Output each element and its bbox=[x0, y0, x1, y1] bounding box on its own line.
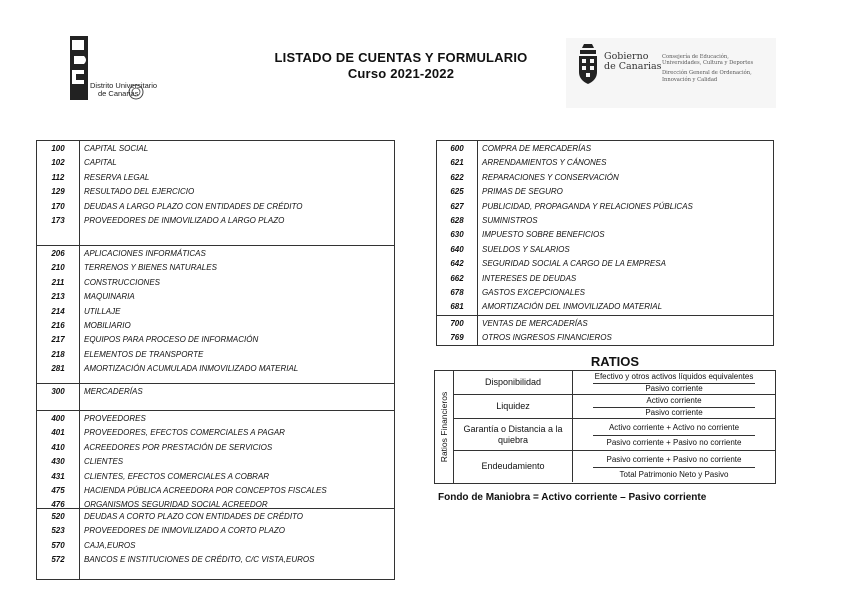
account-name: PROVEEDORES, EFECTOS COMERCIALES A PAGAR bbox=[84, 428, 285, 438]
account-code: 621 bbox=[450, 158, 464, 168]
ratio-numerator: Activo corriente + Activo no corriente bbox=[608, 423, 740, 432]
ratio-denominator: Pasivo corriente bbox=[645, 408, 703, 417]
account-name-suffix: EUROS bbox=[107, 540, 136, 550]
account-code: 281 bbox=[51, 364, 65, 374]
account-code: 213 bbox=[51, 292, 65, 302]
account-name: PROVEEDORES DE INMOVILIZADO A LARGO PLAZO bbox=[84, 216, 285, 225]
svg-text:Distrito Universitario: Distrito Universitario bbox=[90, 81, 158, 90]
ratio-row bbox=[454, 419, 775, 451]
ratio-numerator: Activo corriente bbox=[646, 396, 702, 405]
ratio-formula bbox=[573, 371, 775, 394]
account-group bbox=[37, 245, 394, 384]
account-name: CAJA, bbox=[84, 540, 107, 550]
account-name: UTILLAJE bbox=[84, 306, 121, 316]
account-row bbox=[37, 156, 394, 170]
account-code: 570 bbox=[51, 540, 65, 550]
ratio-name: Disponibilidad bbox=[454, 371, 573, 394]
account-name: SEGURIDAD SOCIAL A CARGO DE LA EMPRESA bbox=[482, 259, 666, 269]
coat-of-arms-icon bbox=[576, 42, 600, 86]
title-line-2: Curso 2021-2022 bbox=[347, 66, 455, 81]
account-row bbox=[437, 185, 773, 199]
account-name: CONSTRUCCIONES bbox=[84, 277, 161, 287]
account-name: IMPUESTO SOBRE BENEFICIOS bbox=[482, 230, 605, 240]
account-name: CLIENTES bbox=[84, 457, 124, 467]
account-row bbox=[37, 385, 394, 399]
account-name: MAQUINARIA bbox=[84, 292, 135, 302]
account-name: RESERVA LEGAL bbox=[84, 172, 150, 182]
account-row bbox=[437, 228, 773, 242]
account-name: DEUDAS A CORTO PLAZO CON ENTIDADES DE CRÉDITO bbox=[84, 512, 303, 521]
account-row bbox=[37, 470, 394, 484]
account-group bbox=[437, 141, 773, 315]
account-code: 520 bbox=[51, 512, 65, 521]
account-row bbox=[37, 247, 394, 261]
ratio-row bbox=[454, 451, 775, 482]
account-row bbox=[437, 286, 773, 300]
ratios-table bbox=[434, 370, 776, 484]
account-code: 400 bbox=[51, 414, 65, 423]
account-row bbox=[437, 142, 773, 156]
account-name: MERCADERÍAS bbox=[84, 387, 143, 396]
account-row bbox=[437, 317, 773, 331]
account-group bbox=[37, 508, 394, 580]
account-code: 173 bbox=[51, 216, 65, 225]
account-code: 662 bbox=[450, 273, 464, 283]
account-name: COMPRA DE MERCADERÍAS bbox=[482, 144, 592, 153]
account-name: DEUDAS A LARGO PLAZO CON ENTIDADES DE CRÉDITO bbox=[84, 201, 303, 211]
account-row bbox=[37, 200, 394, 214]
accounts-table-right bbox=[436, 140, 774, 346]
account-name: SUELDOS Y SALARIOS bbox=[482, 244, 570, 254]
account-row bbox=[37, 171, 394, 185]
account-code: 681 bbox=[450, 302, 464, 312]
fondo-maniobra-formula: Fondo de Maniobra = Activo corriente – Pasivo corriente bbox=[438, 492, 707, 503]
account-row bbox=[37, 214, 394, 228]
account-row bbox=[437, 257, 773, 271]
account-name: CAPITAL SOCIAL bbox=[84, 144, 149, 153]
account-row bbox=[37, 319, 394, 333]
account-row bbox=[437, 171, 773, 185]
account-row bbox=[37, 539, 394, 553]
account-row bbox=[437, 214, 773, 228]
account-code: 206 bbox=[51, 249, 65, 258]
account-name: AMORTIZACIÓN DEL INMOVILIZADO MATERIAL bbox=[482, 302, 663, 312]
account-name: SUMINISTROS bbox=[482, 216, 538, 225]
account-code: 300 bbox=[51, 387, 65, 396]
ratio-denominator: Total Patrimonio Neto y Pasivo bbox=[619, 470, 729, 479]
account-row bbox=[437, 156, 773, 170]
account-row bbox=[437, 331, 773, 345]
account-group bbox=[37, 410, 394, 509]
account-name: RESULTADO DEL EJERCICIO bbox=[84, 187, 195, 197]
account-code: 210 bbox=[51, 263, 65, 273]
account-name: MOBILIARIO bbox=[84, 321, 131, 330]
duc-logo bbox=[66, 36, 158, 102]
account-code: 640 bbox=[450, 244, 464, 254]
account-row bbox=[37, 290, 394, 304]
account-code: 216 bbox=[51, 321, 65, 330]
ratio-name: Endeudamiento bbox=[454, 451, 573, 482]
account-name: REPARACIONES Y CONSERVACIÓN bbox=[482, 172, 619, 182]
ratio-row bbox=[454, 395, 775, 419]
ratio-formula bbox=[573, 395, 775, 418]
account-name: ELEMENTOS DE TRANSPORTE bbox=[84, 349, 204, 359]
ratio-formula bbox=[573, 419, 775, 450]
account-name: ARRENDAMIENTOS Y CÁNONES bbox=[482, 158, 607, 168]
account-name: OTROS INGRESOS FINANCIEROS bbox=[482, 333, 612, 343]
account-code: 102 bbox=[51, 158, 65, 168]
account-code: 572 bbox=[51, 555, 65, 565]
account-row bbox=[37, 455, 394, 469]
account-name: TERRENOS Y BIENES NATURALES bbox=[84, 263, 217, 273]
title-line-1: LISTADO DE CUENTAS Y FORMULARIO bbox=[274, 50, 528, 65]
account-name: INTERESES DE DEUDAS bbox=[482, 273, 577, 283]
account-code: 430 bbox=[51, 457, 65, 467]
account-code: 170 bbox=[51, 201, 65, 211]
account-row bbox=[37, 524, 394, 538]
ratio-name: Liquidez bbox=[454, 395, 573, 418]
account-name: PROVEEDORES DE INMOVILIZADO A CORTO PLAZO bbox=[84, 526, 285, 536]
ratio-formula bbox=[573, 451, 775, 482]
account-name: VENTAS DE MERCADERÍAS bbox=[482, 319, 588, 328]
account-code: 600 bbox=[450, 144, 464, 153]
account-name: CAPITAL bbox=[84, 158, 117, 168]
account-code: 112 bbox=[51, 172, 65, 182]
account-code: 642 bbox=[450, 259, 464, 269]
account-name: APLICACIONES INFORMÁTICAS bbox=[84, 249, 206, 258]
account-row bbox=[37, 348, 394, 362]
account-row bbox=[37, 412, 394, 426]
ratios-side-label: Ratios Financieros bbox=[435, 371, 454, 483]
account-code: 401 bbox=[51, 428, 65, 438]
ratio-denominator: Pasivo corriente bbox=[645, 384, 703, 393]
account-code: 475 bbox=[51, 486, 65, 495]
fraction-bar bbox=[593, 467, 755, 468]
gobierno-name: Gobierno de Canarias bbox=[604, 51, 662, 72]
account-name: GASTOS EXCEPCIONALES bbox=[482, 288, 585, 297]
ratio-name: Garantía o Distancia a la quiebra bbox=[454, 419, 573, 450]
gobierno-canarias-logo bbox=[566, 38, 776, 108]
account-name: AMORTIZACIÓN ACUMULADA INMOVILIZADO MATERIAL bbox=[84, 364, 299, 374]
account-row bbox=[437, 243, 773, 257]
account-code: 218 bbox=[51, 349, 65, 359]
account-code: 431 bbox=[51, 471, 65, 481]
account-group bbox=[37, 383, 394, 411]
account-row bbox=[37, 510, 394, 524]
account-row bbox=[437, 272, 773, 286]
account-row bbox=[37, 441, 394, 455]
account-code: 630 bbox=[450, 230, 464, 240]
ratios-title: RATIOS bbox=[590, 354, 640, 369]
account-group bbox=[37, 141, 394, 245]
ratio-row bbox=[454, 371, 775, 395]
account-code: 211 bbox=[51, 277, 65, 287]
account-row bbox=[37, 333, 394, 347]
account-row bbox=[437, 200, 773, 214]
account-row bbox=[37, 142, 394, 156]
account-row bbox=[437, 300, 773, 314]
ratio-numerator: Efectivo y otros activos líquidos equivalentes bbox=[594, 372, 754, 381]
account-code: 129 bbox=[51, 187, 65, 197]
svg-text:de Canarias: de Canarias bbox=[98, 89, 139, 98]
account-row bbox=[37, 426, 394, 440]
account-code: 769 bbox=[450, 333, 464, 343]
account-name-suffix: EUROS bbox=[286, 555, 315, 565]
account-code: 214 bbox=[51, 306, 65, 316]
account-code: 410 bbox=[51, 442, 65, 452]
account-code: 476 bbox=[51, 500, 65, 510]
account-row bbox=[37, 261, 394, 275]
ratio-denominator: Pasivo corriente + Pasivo no corriente bbox=[606, 438, 742, 447]
accounts-table-left bbox=[36, 140, 395, 580]
account-code: 678 bbox=[450, 288, 464, 297]
account-name: PRIMAS DE SEGURO bbox=[482, 187, 563, 197]
account-group bbox=[437, 315, 773, 346]
account-code: 100 bbox=[51, 144, 65, 153]
account-name: EQUIPOS PARA PROCESO DE INFORMACIÓN bbox=[84, 335, 259, 345]
account-name: CLIENTES, EFECTOS COMERCIALES A COBRAR bbox=[84, 471, 270, 481]
account-code: 627 bbox=[450, 201, 464, 211]
account-row bbox=[37, 484, 394, 498]
ratio-numerator: Pasivo corriente + Pasivo no corriente bbox=[606, 455, 742, 464]
account-row bbox=[37, 553, 394, 567]
account-row bbox=[37, 276, 394, 290]
gobierno-department: Consejería de Educación, Universidades, Cultura y Deportes Dirección General de Ordenación, Innovación y Calidad bbox=[662, 54, 754, 83]
account-code: 622 bbox=[450, 172, 464, 182]
account-row bbox=[37, 185, 394, 199]
document-title bbox=[236, 50, 566, 82]
account-code: 625 bbox=[450, 187, 464, 197]
account-name: BANCOS E INSTITUCIONES DE CRÉDITO, C/C VISTA, bbox=[84, 555, 286, 565]
account-code: 628 bbox=[450, 216, 464, 225]
account-name: HACIENDA PÚBLICA ACREEDORA POR CONCEPTOS FISCALES bbox=[84, 486, 327, 495]
account-code: 700 bbox=[450, 319, 464, 328]
fraction-bar bbox=[593, 435, 755, 436]
account-name: ORGANISMOS SEGURIDAD SOCIAL ACREEDOR bbox=[84, 500, 268, 510]
account-name: PROVEEDORES bbox=[84, 414, 146, 423]
account-code: 523 bbox=[51, 526, 65, 536]
account-name: ACREEDORES POR PRESTACIÓN DE SERVICIOS bbox=[84, 442, 273, 452]
account-code: 217 bbox=[51, 335, 65, 345]
account-row bbox=[37, 305, 394, 319]
account-name: PUBLICIDAD, PROPAGANDA Y RELACIONES PÚBLICAS bbox=[482, 201, 693, 211]
account-row bbox=[37, 362, 394, 376]
